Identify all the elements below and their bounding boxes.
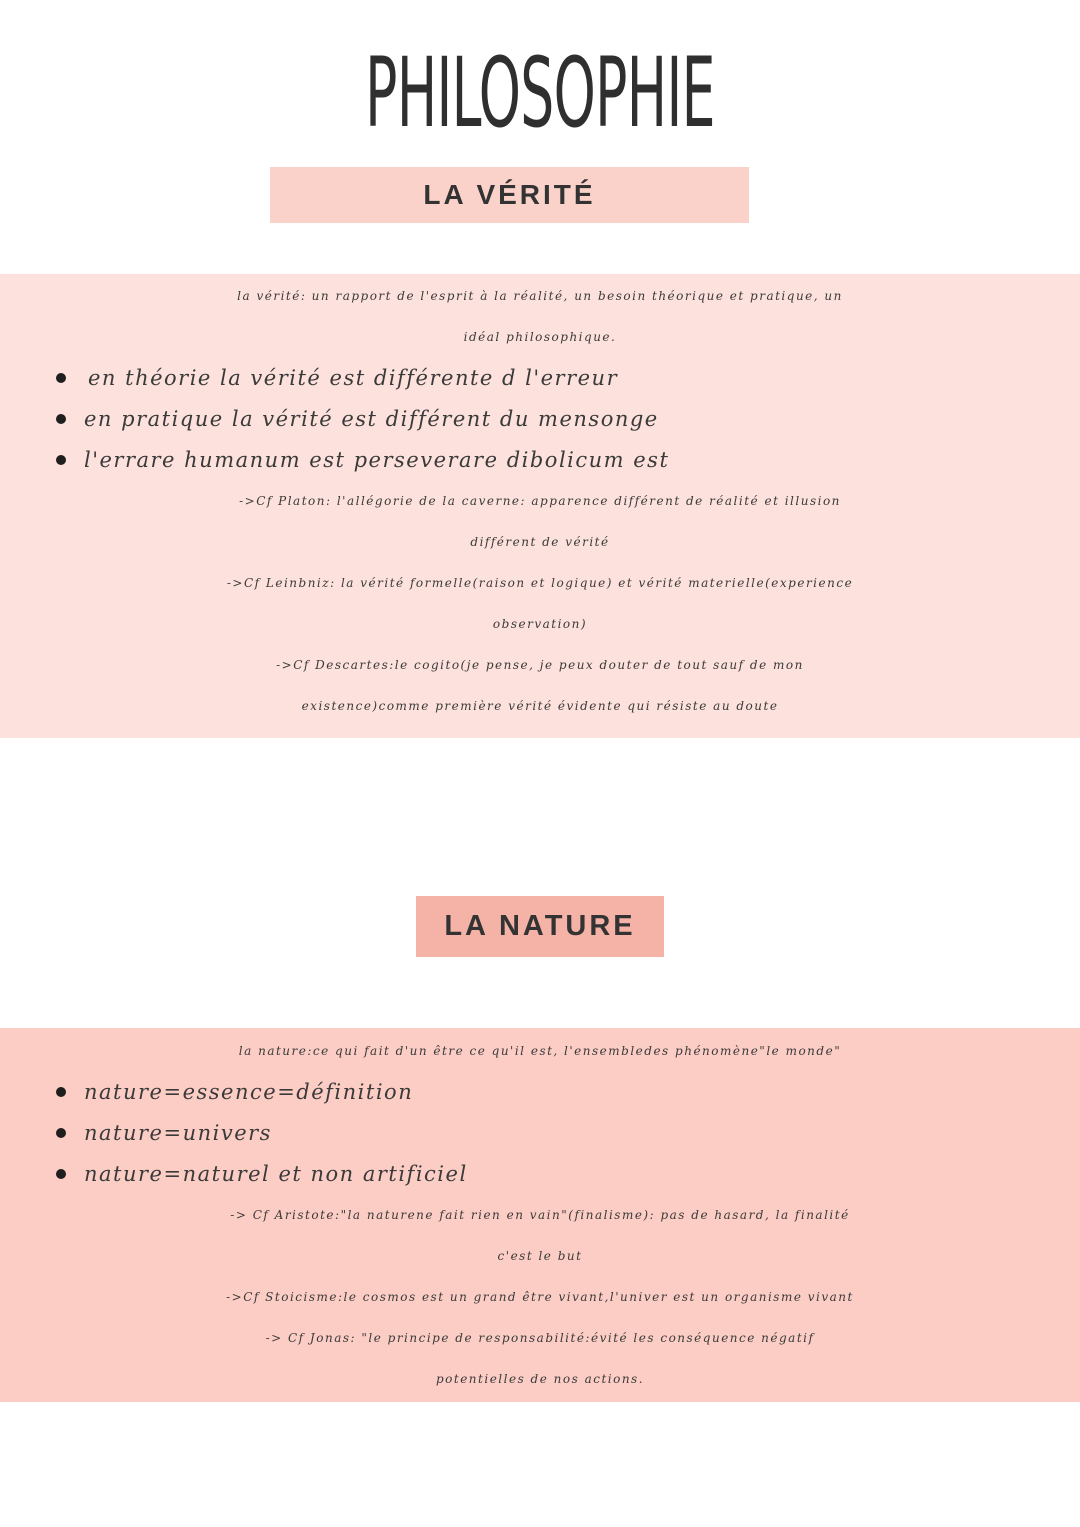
nature-jonas-line-2: potentielles de nos actions.: [435, 1372, 645, 1386]
bullet-icon: [56, 1128, 66, 1138]
nature-bullet-2-text: nature=univers: [84, 1121, 272, 1145]
verite-bullet-2: [56, 399, 659, 440]
nature-aristote-line-2: c'est le but: [497, 1249, 583, 1263]
verite-descartes-line-2: existence)comme première vérité évidente qui résiste au doute: [301, 699, 779, 713]
nature-jonas-line-1: -> Cf Jonas: "le principe de responsabilité:évité les conséquence négatif: [265, 1331, 815, 1345]
verite-platon-line-1: ->Cf Platon: l'allégorie de la caverne: apparence différent de réalité et illusion: [239, 494, 841, 508]
nature-definition-line: la nature:ce qui fait d'un être ce qu'il est, l'ensembledes phénomène"le monde": [238, 1044, 842, 1058]
nature-bullet-3-text: nature=naturel et non artificiel: [84, 1162, 468, 1186]
verite-notes-band: [0, 274, 1080, 738]
bullet-icon: [56, 1087, 66, 1097]
nature-aristote-line-1: -> Cf Aristote:"la naturene fait rien en vain"(finalisme): pas de hasard, la finalité: [230, 1208, 850, 1222]
page-title: PHILOSOPHIE: [365, 37, 715, 149]
bullet-icon: [56, 373, 66, 383]
nature-bullet-2: [56, 1113, 272, 1154]
verite-definition-line-1: la vérité: un rapport de l'esprit à la réalité, un besoin théorique et pratique, un: [237, 289, 843, 303]
nature-bullet-1: [56, 1072, 413, 1113]
verite-descartes-line-1: ->Cf Descartes:le cogito(je pense, je peux douter de tout sauf de mon: [276, 658, 804, 672]
verite-leibniz-line-2: observation): [492, 617, 588, 631]
verite-bullet-1-text: en théorie la vérité est différente d l'erreur: [88, 366, 619, 390]
nature-stoicisme-line: ->Cf Stoicisme:le cosmos est un grand être vivant,l'univer est un organisme vivant: [226, 1290, 854, 1304]
bullet-icon: [56, 1169, 66, 1179]
nature-bullet-1-text: nature=essence=définition: [84, 1080, 414, 1104]
verite-definition-line-2: idéal philosophique.: [463, 330, 617, 344]
bullet-icon: [56, 414, 66, 424]
verite-platon-line-2: différent de vérité: [470, 535, 610, 549]
section-header-nature: LA NATURE: [416, 896, 664, 957]
nature-notes-band: [0, 1028, 1080, 1402]
verite-leibniz-line-1: ->Cf Leinbniz: la vérité formelle(raison et logique) et vérité materielle(experience: [226, 576, 854, 590]
verite-bullet-1: [56, 358, 618, 399]
verite-bullet-3: [56, 440, 669, 481]
nature-bullet-3: [56, 1154, 468, 1195]
section-header-verite: LA VÉRITÉ: [270, 167, 749, 223]
verite-bullet-2-text: en pratique la vérité est différent du mensonge: [84, 407, 659, 431]
verite-bullet-3-text: l'errare humanum est perseverare dibolicum est: [84, 448, 670, 472]
bullet-icon: [56, 455, 66, 465]
